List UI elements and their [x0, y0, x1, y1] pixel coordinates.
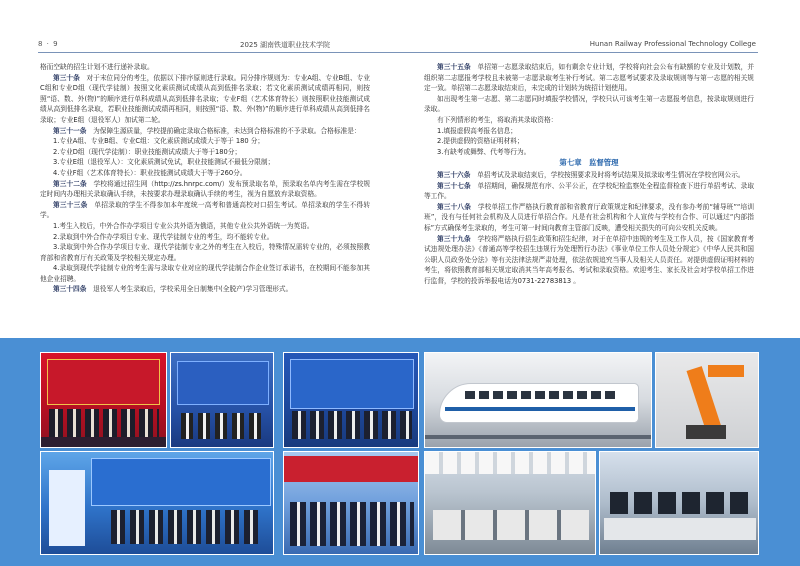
list-item: 1.填报虚假高考报名信息； — [437, 126, 517, 135]
people-group — [290, 502, 414, 546]
page-header — [0, 0, 800, 50]
header-rule — [38, 52, 758, 53]
people-group — [181, 413, 265, 439]
robot-arm-upper — [708, 365, 744, 377]
article-36: 第三十六条 单招考试及录取结束后，学校按照要求及时将考试结果及拟录取考生情况在学校官网公示。 — [437, 170, 745, 179]
photo-competition-stage — [170, 352, 274, 448]
photo-training-workshop — [424, 451, 596, 555]
train-stripe — [445, 407, 635, 411]
workstations — [433, 510, 589, 540]
robot-base — [686, 425, 726, 439]
article-30: 第三十条 对于末位同分的考生，依据以下排序原则进行录取。同分排序规则为：专业A组、专业B组、专业C组和专业D组（现代学徒制）按照文化素质测试成绩从高到低排名录取；若文化素质测试成绩再相同，则按照“语、数、外(物)”的顺序进行单科成绩从高到低排名录取；专业F组（艺术体育特长）则按照职业技能测试成绩从高到低排名录取，若职业技能测试成绩再相同，则按照“语、数、外(物)”的顺序进行单科成绩从高到低排名录取；专业E组（退役军人）加试第二轮。 — [40, 73, 371, 124]
header-school-english: Hunan Railway Professional Technology College — [589, 40, 756, 48]
article-38: 第三十八条 学校单招工作严格执行教育部和省教育厅政策规定和纪律要求，没有参办考前“辅导班”“培训班”，没有与任何社会机构及人员进行单招合作。凡是有社会机构和个人宣传与学校有合作、可以通过“内部指标”方式确保考生录取的，考生可第一时间向教育主管部门反映，遭受相关损失的可向公安机关反映。 — [424, 202, 755, 232]
list-item: 2.录取到中外合作办学项目专业、现代学徒制专业的考生，均不能转专业。 — [53, 232, 274, 241]
article-33: 第三十三条 单招录取的学生不得参加本年度统一高考和普通高校对口招生考试。单招录取的学生不得转学。 — [40, 200, 371, 220]
list-item: 4.录取到现代学徒制专业的考生需与录取专业对应的现代学徒制合作企业签订承诺书，在校期间不能参加其他企业招聘。 — [40, 264, 370, 283]
page-number: 8 · 9 — [38, 40, 59, 48]
article-35: 第三十五条 单招第一志愿录取结束后，如有剩余专业计划，学校将向社会公布有缺额的专业及计划数，并组织第二志愿报考学校且未被第一志愿录取考生补行考试。第二志愿考试要求及录取规则等与第一志愿的相关规定一致。单招第二志愿录取结束后，未完成的计划转为统招计划使用。 — [424, 63, 755, 93]
train-rail — [425, 435, 651, 439]
stage-floor — [41, 437, 166, 447]
list-item: 3.有缺考或舞弊、代考等行为。 — [437, 147, 531, 156]
train-windows — [465, 391, 615, 399]
right-column — [424, 62, 754, 286]
paragraph: 格而空缺的招生计划不进行递补录取。 — [40, 63, 154, 71]
stage-banner — [47, 359, 160, 405]
list-item: 3.录取到中外合作办学项目专业、现代学徒制专业之外的考生在入校后，特殊情况需转专业的，必须按照教育部和省教育厅有关政策及学校相关规定办理。 — [40, 243, 370, 262]
stage-screen — [177, 361, 269, 405]
red-banner — [284, 456, 419, 482]
photo-conference-group — [283, 451, 419, 555]
paragraph: 如出现考生第一志愿、第二志愿同时填报学校情况，学校只认可该考生第一志愿报考信息，按录取规则进行录取。 — [424, 94, 754, 114]
list-item: 2.专业D组（现代学徒制）：职业技能测试成绩大于等于180分； — [53, 147, 242, 156]
people-group — [49, 409, 159, 437]
stage-screen — [290, 359, 414, 409]
workshop-ceiling — [425, 452, 595, 474]
list-item: 3.专业E组（退役军人）：文化素质测试免试，职业技能测试不最低分限制； — [53, 158, 275, 167]
photo-high-speed-train — [424, 352, 652, 448]
photo-computer-lab — [599, 451, 759, 555]
list-item: 1.专业A组、专业B组、专业C组：文化素质测试成绩大于等于 180 分； — [53, 137, 265, 146]
monitors — [610, 492, 750, 514]
header-school-title: 2025 湖南铁道职业技术学院 — [240, 41, 331, 49]
people-group — [111, 510, 261, 544]
article-37: 第三十七条 单招期间，确保规范有序、公平公正，在学校纪检监察处全程监督检查下进行单招考试、录取等工作。 — [424, 181, 755, 201]
list-item: 2.提供虚假的资格证明材料； — [437, 137, 524, 146]
article-31: 第三十一条 为保障生源质量，学校提前确定录取合格标准，未达到合格标准的不予录取。合格标准是： — [53, 126, 361, 135]
photo-award-ceremony — [40, 352, 167, 448]
standee — [49, 470, 85, 546]
photo-uniform-group — [283, 352, 419, 448]
train-body — [439, 383, 639, 423]
photo-industrial-robot — [655, 352, 759, 448]
article-39: 第三十九条 学校将严格执行招生政策和招生纪律，对于在单招中违规的考生及工作人员，按《国家教育考试违规处理办法》《普通高等学校招生违规行为处理暂行办法》《事业单位工作人员处分规定》《中华人民共和国公职人员政务处分法》等有关法律法规严肃处理，依法依规追究当事人及相关人员责任。对提供虚假证明材料的考生，将依照教育部相关规定取消其当年高考报名、考试和录取资格。欢迎考生、家长及社会对学校单招工作进行监督，学校的投诉举报电话为0731-22783813 。 — [424, 234, 755, 285]
article-32: 第三十二条 学校将通过招生网（http://zs.hnrpc.com/）发布预录取名单，预录取名单内考生需在学校规定时间内办理相关录取确认手续，未按要求办理录取确认手续的考生，视为自愿放弃录取资格。 — [40, 179, 371, 199]
left-column — [40, 62, 370, 295]
photo-team-group — [40, 451, 274, 555]
paragraph: 有下列情形的考生，将取消其录取资格： — [437, 115, 558, 124]
list-item: 1.考生入校后，中外合作办学项目专业公共外语为俄语，其他专业公共外语统一为英语。 — [53, 221, 314, 230]
lab-desks — [604, 518, 756, 540]
stage-screen — [91, 458, 271, 506]
article-34: 第三十四条 退役军人考生录取后，学校采用全日制集中(全脱产)学习管理形式。 — [53, 285, 293, 294]
people-group — [292, 411, 412, 439]
list-item: 4.专业F组（艺术体育特长）：职业技能测试成绩大于等于260分。 — [53, 168, 247, 177]
chapter-heading: 第七章 监督管理 — [559, 158, 619, 168]
